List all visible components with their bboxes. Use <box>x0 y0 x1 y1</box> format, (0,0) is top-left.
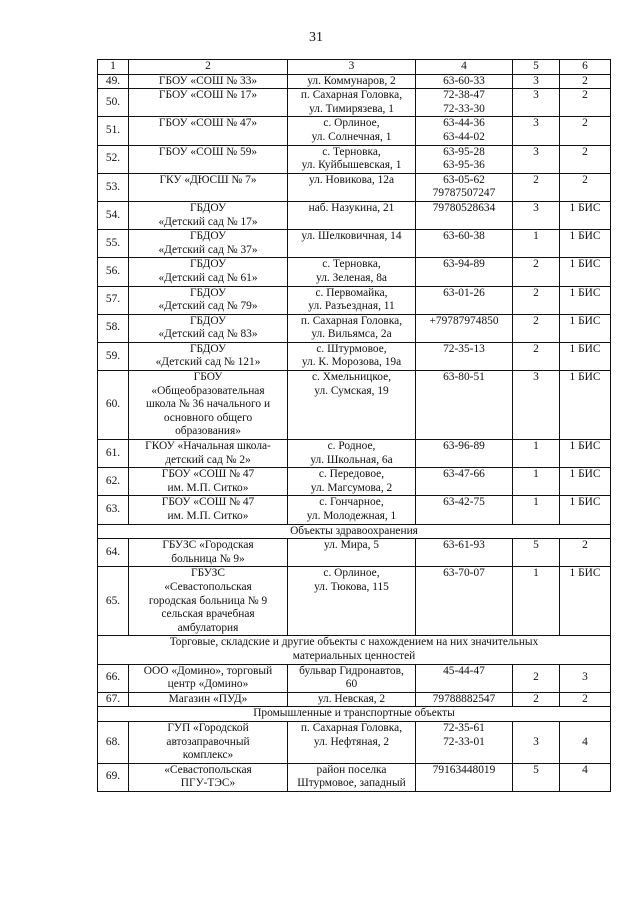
column-6-value: 2 <box>560 539 611 567</box>
row-number: 56. <box>98 258 129 286</box>
object-name: ГБДОУ «Детский сад № 17» <box>129 201 288 229</box>
section-header-row <box>98 707 611 722</box>
column-5-value: 5 <box>513 763 560 791</box>
column-6-value: 1 БИС <box>560 201 611 229</box>
column-6-value: 1 БИС <box>560 342 611 370</box>
row-number: 50. <box>98 89 129 117</box>
object-address: с. Гончарное, ул. Молодежная, 1 <box>288 496 416 524</box>
object-name: ГУП «Городской автозаправочный комплекс» <box>129 721 288 763</box>
object-name: ГБОУ «Общеобразовательная школа № 36 начального и основного общего образования» <box>129 371 288 440</box>
column-6-value: 3 <box>560 664 611 692</box>
table-row <box>98 692 611 707</box>
row-number: 65. <box>98 567 129 636</box>
object-phone: 63-47-66 <box>416 468 513 496</box>
object-name: ГБОУ «СОШ № 47 им. М.П. Ситко» <box>129 468 288 496</box>
row-number: 62. <box>98 468 129 496</box>
column-6-value: 2 <box>560 692 611 707</box>
object-name: ГБОУ «СОШ № 47 им. М.П. Ситко» <box>129 496 288 524</box>
object-address: п. Сахарная Головка, ул. Тимирязева, 1 <box>288 89 416 117</box>
column-number-row <box>98 60 611 75</box>
row-number: 51. <box>98 117 129 145</box>
column-6-value: 4 <box>560 763 611 791</box>
column-5-value: 5 <box>513 539 560 567</box>
object-phone: 63-42-75 <box>416 496 513 524</box>
object-address: ул. Шелковичная, 14 <box>288 230 416 258</box>
object-address: с. Передовое, ул. Магсумова, 2 <box>288 468 416 496</box>
object-address: с. Терновка, ул. Зеленая, 8а <box>288 258 416 286</box>
object-name: ГБДОУ «Детский сад № 79» <box>129 286 288 314</box>
table-row <box>98 286 611 314</box>
column-number: 3 <box>288 60 416 75</box>
object-phone: 63-60-38 <box>416 230 513 258</box>
object-name: ГКОУ «Начальная школа- детский сад № 2» <box>129 440 288 468</box>
object-address: ул. Новикова, 12а <box>288 173 416 201</box>
object-phone: 63-61-93 <box>416 539 513 567</box>
table-row <box>98 89 611 117</box>
object-address: с. Орлиное, ул. Тюкова, 115 <box>288 567 416 636</box>
column-number: 6 <box>560 60 611 75</box>
column-6-value: 1 БИС <box>560 440 611 468</box>
table-row <box>98 342 611 370</box>
column-6-value: 2 <box>560 74 611 89</box>
object-phone: 79780528634 <box>416 201 513 229</box>
column-5-value: 1 <box>513 567 560 636</box>
row-number: 64. <box>98 539 129 567</box>
object-phone: 63-80-51 <box>416 371 513 440</box>
column-5-value: 3 <box>513 371 560 440</box>
section-title: Промышленные и транспортные объекты <box>98 707 611 722</box>
row-number: 57. <box>98 286 129 314</box>
table-row <box>98 145 611 173</box>
object-phone: 63-96-89 <box>416 440 513 468</box>
object-name: «Севастопольская ПГУ-ТЭС» <box>129 763 288 791</box>
section-header-row <box>98 636 611 664</box>
row-number: 63. <box>98 496 129 524</box>
object-phone: 45-44-47 <box>416 664 513 692</box>
object-name: ГБДОУ «Детский сад № 121» <box>129 342 288 370</box>
column-5-value: 2 <box>513 692 560 707</box>
column-6-value: 1 БИС <box>560 286 611 314</box>
object-name: ГБУЗС «Городская больница № 9» <box>129 539 288 567</box>
object-address: наб. Назукина, 21 <box>288 201 416 229</box>
object-phone: 79788882547 <box>416 692 513 707</box>
row-number: 58. <box>98 314 129 342</box>
object-phone: 72-38-47 72-33-30 <box>416 89 513 117</box>
table-row <box>98 258 611 286</box>
table-row <box>98 314 611 342</box>
object-address: с. Орлиное, ул. Солнечная, 1 <box>288 117 416 145</box>
object-phone: 63-60-33 <box>416 74 513 89</box>
column-5-value: 2 <box>513 314 560 342</box>
object-name: ГКУ «ДЮСШ № 7» <box>129 173 288 201</box>
table-row <box>98 567 611 636</box>
object-name: ГБОУ «СОШ № 17» <box>129 89 288 117</box>
row-number: 66. <box>98 664 129 692</box>
table-row <box>98 117 611 145</box>
row-number: 55. <box>98 230 129 258</box>
table-row <box>98 173 611 201</box>
object-name: ГБУЗС «Севастопольская городская больница № 9 сельская врачебная амбулатория <box>129 567 288 636</box>
object-name: ГБДОУ «Детский сад № 83» <box>129 314 288 342</box>
row-number: 59. <box>98 342 129 370</box>
object-address: ул. Мира, 5 <box>288 539 416 567</box>
column-5-value: 1 <box>513 230 560 258</box>
object-phone: 63-05-62 79787507247 <box>416 173 513 201</box>
object-phone: 79163448019 <box>416 763 513 791</box>
table-row <box>98 468 611 496</box>
column-6-value: 4 <box>560 721 611 763</box>
column-5-value: 1 <box>513 496 560 524</box>
column-6-value: 2 <box>560 145 611 173</box>
table-row <box>98 664 611 692</box>
column-6-value: 1 БИС <box>560 314 611 342</box>
row-number: 53. <box>98 173 129 201</box>
column-5-value: 2 <box>513 258 560 286</box>
table-row <box>98 230 611 258</box>
column-5-value: 3 <box>513 117 560 145</box>
table-row <box>98 496 611 524</box>
row-number: 54. <box>98 201 129 229</box>
column-6-value: 1 БИС <box>560 567 611 636</box>
column-5-value: 1 <box>513 440 560 468</box>
column-number: 4 <box>416 60 513 75</box>
object-name: ГБОУ «СОШ № 47» <box>129 117 288 145</box>
row-number: 60. <box>98 371 129 440</box>
table-row <box>98 539 611 567</box>
object-phone: 63-70-07 <box>416 567 513 636</box>
column-5-value: 2 <box>513 173 560 201</box>
column-5-value: 3 <box>513 74 560 89</box>
column-5-value: 3 <box>513 721 560 763</box>
object-address: с. Терновка, ул. Куйбышевская, 1 <box>288 145 416 173</box>
table-row <box>98 74 611 89</box>
row-number: 69. <box>98 763 129 791</box>
table-row <box>98 371 611 440</box>
row-number: 52. <box>98 145 129 173</box>
column-6-value: 1 БИС <box>560 468 611 496</box>
object-name: ГБДОУ «Детский сад № 37» <box>129 230 288 258</box>
page-number: 31 <box>309 30 323 45</box>
column-6-value: 2 <box>560 89 611 117</box>
column-6-value: 1 БИС <box>560 496 611 524</box>
object-address: с. Штурмовое, ул. К. Морозова, 19а <box>288 342 416 370</box>
column-5-value: 1 <box>513 468 560 496</box>
object-address: бульвар Гидронавтов, 60 <box>288 664 416 692</box>
object-address: с. Родное, ул. Школьная, 6а <box>288 440 416 468</box>
object-address: ул. Коммунаров, 2 <box>288 74 416 89</box>
objects-table <box>97 59 611 792</box>
object-address: район поселка Штурмовое, западный <box>288 763 416 791</box>
table-row <box>98 721 611 763</box>
object-address: с. Хмельницкое, ул. Сумская, 19 <box>288 371 416 440</box>
object-name: ГБОУ «СОШ № 33» <box>129 74 288 89</box>
object-phone: 63-01-26 <box>416 286 513 314</box>
object-phone: 72-35-61 72-33-01 <box>416 721 513 763</box>
object-phone: +79787974850 <box>416 314 513 342</box>
column-5-value: 2 <box>513 664 560 692</box>
object-phone: 63-44-36 63-44-02 <box>416 117 513 145</box>
object-name: ООО «Домино», торговый центр «Домино» <box>129 664 288 692</box>
object-address: ул. Невская, 2 <box>288 692 416 707</box>
column-number: 2 <box>129 60 288 75</box>
object-name: Магазин «ПУД» <box>129 692 288 707</box>
column-6-value: 1 БИС <box>560 258 611 286</box>
object-address: п. Сахарная Головка, ул. Вильямса, 2а <box>288 314 416 342</box>
column-6-value: 1 БИС <box>560 230 611 258</box>
column-5-value: 2 <box>513 286 560 314</box>
row-number: 49. <box>98 74 129 89</box>
section-title: Объекты здравоохранения <box>98 524 611 539</box>
column-number: 1 <box>98 60 129 75</box>
column-6-value: 2 <box>560 117 611 145</box>
column-6-value: 1 БИС <box>560 371 611 440</box>
row-number: 68. <box>98 721 129 763</box>
column-5-value: 3 <box>513 145 560 173</box>
column-6-value: 2 <box>560 173 611 201</box>
row-number: 61. <box>98 440 129 468</box>
object-address: п. Сахарная Головка, ул. Нефтяная, 2 <box>288 721 416 763</box>
object-name: ГБОУ «СОШ № 59» <box>129 145 288 173</box>
object-phone: 63-94-89 <box>416 258 513 286</box>
object-name: ГБДОУ «Детский сад № 61» <box>129 258 288 286</box>
column-5-value: 3 <box>513 201 560 229</box>
section-header-row <box>98 524 611 539</box>
row-number: 67. <box>98 692 129 707</box>
object-phone: 63-95-28 63-95-36 <box>416 145 513 173</box>
table-row <box>98 763 611 791</box>
table-row <box>98 440 611 468</box>
object-address: с. Первомайка, ул. Разъездная, 11 <box>288 286 416 314</box>
section-title: Торговые, складские и другие объекты с нахождением на них значительных материальных ценностей <box>98 636 611 664</box>
object-phone: 72-35-13 <box>416 342 513 370</box>
column-5-value: 3 <box>513 89 560 117</box>
column-number: 5 <box>513 60 560 75</box>
table-row <box>98 201 611 229</box>
column-5-value: 2 <box>513 342 560 370</box>
